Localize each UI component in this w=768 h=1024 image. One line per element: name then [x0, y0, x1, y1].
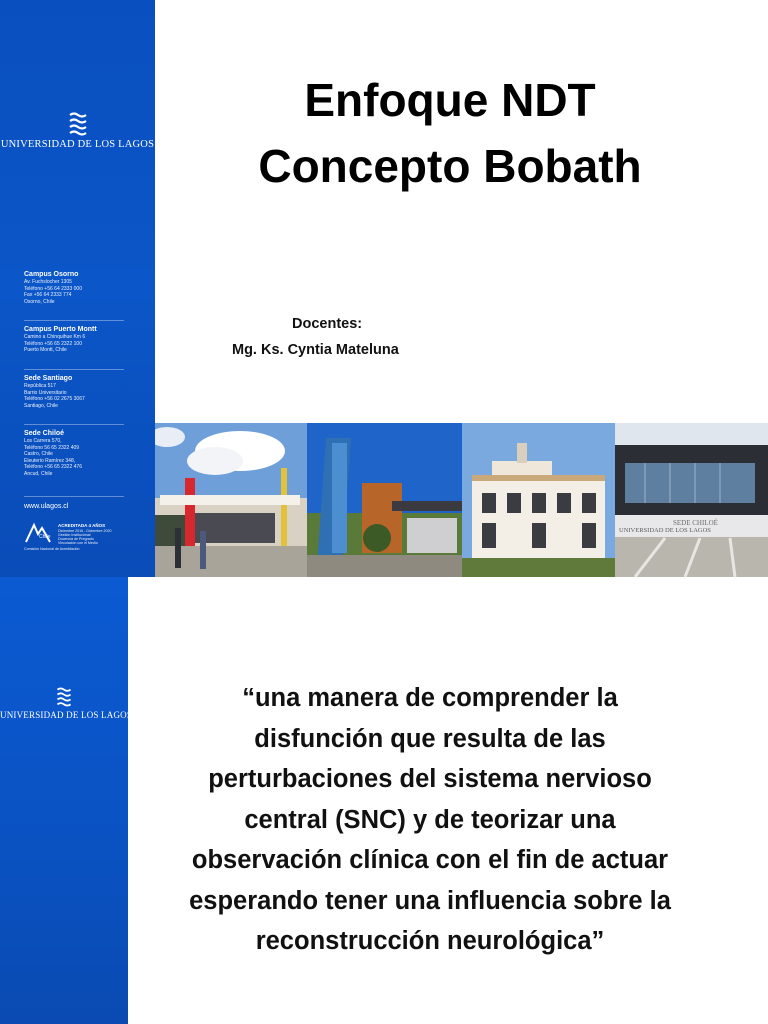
- campus-line: Barrio Universitario: [24, 389, 67, 396]
- campus-name: Sede Chiloé: [24, 430, 65, 437]
- campus-line: Osorno, Chile: [24, 298, 55, 305]
- divider: [24, 496, 124, 497]
- brand-sidebar: [0, 0, 155, 577]
- accreditation-line: Docencia de Pregrado: [58, 537, 94, 541]
- cna-chile-logo-icon: [24, 522, 52, 546]
- divider: [24, 424, 124, 425]
- campus-line: Eleuterio Ramírez 348,: [24, 457, 76, 464]
- campus-photo-castro: [462, 423, 615, 577]
- campus-name: Campus Osorno: [24, 271, 79, 278]
- building-sign-1: SEDE CHILOÉ: [673, 519, 718, 527]
- campus-line: Puerto Montt, Chile: [24, 347, 67, 353]
- quote-line: reconstrucción neurológica”: [255, 927, 605, 955]
- campus-line: República 517: [24, 383, 56, 389]
- docentes-label: Docentes:: [292, 316, 363, 332]
- slide-title-line-1: Enfoque NDT: [304, 74, 596, 126]
- quote-line: esperando tener una influencia sobre la: [189, 886, 671, 915]
- campus-photo-strip: [155, 423, 768, 577]
- sede-chiloe: [24, 429, 144, 477]
- quote-line: observación clínica con el fin de actuar: [191, 846, 669, 874]
- campus-osorno: [24, 270, 144, 305]
- sede-santiago: [24, 374, 144, 409]
- brand-sidebar: [0, 577, 133, 1024]
- campus-line: Teléfono 56 65 2322 409: [24, 444, 80, 451]
- campus-puerto-montt: [24, 325, 144, 354]
- campus-line: Los Carrera 570,: [24, 438, 62, 444]
- accreditation-agency: Comisión Nacional de Acreditación: [24, 547, 80, 551]
- quote-line: disfunción que resulta de las: [254, 724, 606, 753]
- svg-text:Chile: Chile: [39, 534, 51, 540]
- campus-line: Teléfono +56 64 2333 000: [24, 285, 82, 292]
- accreditation-line: Vinculación con el Medio: [58, 541, 98, 545]
- university-logo: [0, 687, 133, 720]
- campus-photo-osorno: [155, 423, 307, 577]
- campus-line: Av. Fuchslocher 1305: [24, 279, 72, 285]
- campus-line: Teléfono +56 65 2322 476: [24, 464, 82, 470]
- campus-line: Ancud, Chile: [24, 470, 53, 477]
- campus-name: Campus Puerto Montt: [24, 326, 97, 333]
- university-name: UNIVERSIDAD DE LOS LAGOS: [0, 139, 155, 150]
- accreditation-line: Diciembre 2016 - Diciembre 2020: [58, 529, 112, 533]
- divider: [24, 320, 124, 321]
- campus-line: Castro, Chile: [24, 451, 53, 457]
- campus-photo-chiloe-sede: [615, 423, 768, 577]
- university-waves-icon: [67, 112, 89, 136]
- university-waves-icon: [55, 687, 73, 707]
- campus-line: Santiago, Chile: [24, 402, 58, 409]
- accreditation-badge: [24, 522, 144, 551]
- university-logo: [0, 112, 155, 150]
- campus-name: Sede Santiago: [24, 375, 73, 382]
- website-link[interactable]: www.ulagos.cl: [24, 503, 69, 510]
- slide-title-line-2: Concepto Bobath: [258, 140, 642, 192]
- campus-line: Camino a Chinquihue Km 6: [24, 334, 86, 340]
- campus-line: Teléfono +56 65 2322 100: [24, 340, 82, 347]
- accreditation-title: ACREDITADA 4 AÑOS: [58, 523, 106, 528]
- accreditation-line: Gestión Institucional: [58, 533, 91, 537]
- quote-text: [140, 678, 720, 962]
- campus-photo-puerto-montt: [307, 423, 462, 577]
- divider: [24, 369, 124, 370]
- university-name: UNIVERSIDAD DE LOS LAGOS: [0, 710, 133, 720]
- quote-line: “una manera de comprender la: [242, 684, 618, 712]
- building-sign-2: UNIVERSIDAD DE LOS LAGOS: [619, 527, 711, 534]
- campus-line: Fax +56 64 2333 774: [24, 292, 72, 298]
- quote-line: perturbaciones del sistema nervioso: [208, 765, 652, 793]
- campus-line: Teléfono +56 02 2675 3067: [24, 396, 85, 402]
- docentes-name: Mg. Ks. Cyntia Mateluna: [232, 342, 399, 358]
- quote-line: central (SNC) y de teorizar una: [244, 805, 616, 834]
